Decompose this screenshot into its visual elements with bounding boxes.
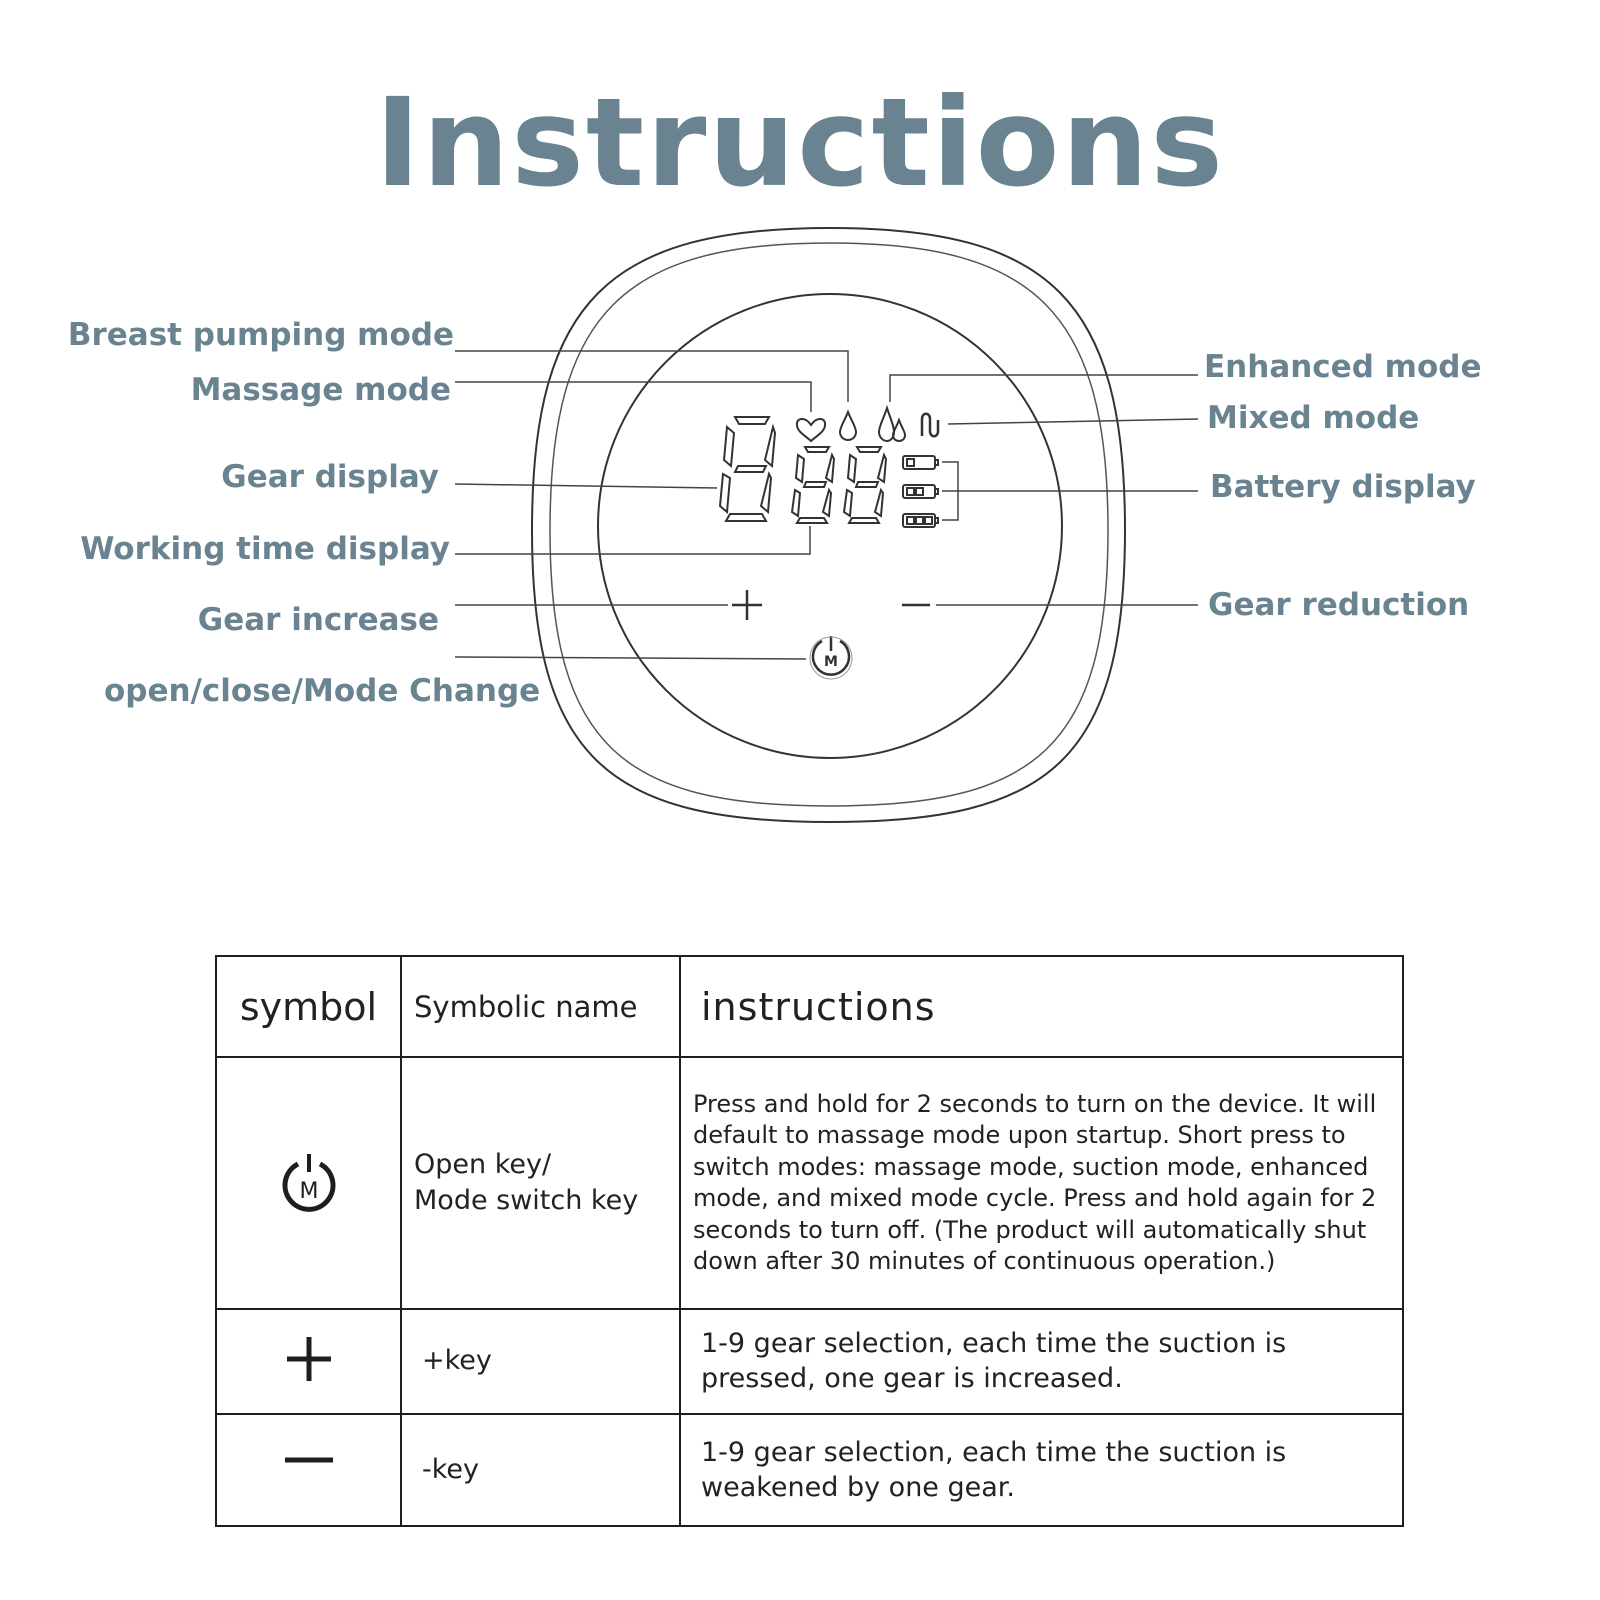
label-gear-reduction: Gear reduction — [1208, 587, 1470, 623]
label-enhanced-mode: Enhanced mode — [1204, 349, 1482, 385]
label-open-close-mode-change: open/close/Mode Change — [104, 673, 541, 709]
power-mode-icon — [274, 1146, 344, 1216]
symbol-cell — [216, 1414, 401, 1526]
device-outer-shell — [532, 228, 1125, 822]
power-mode-letter: M — [299, 1179, 318, 1205]
table-row — [216, 1414, 1403, 1526]
table-row — [216, 1057, 1403, 1309]
table-row — [216, 1309, 1403, 1413]
instructions-cell: 1-9 gear selection, each time the suction is pressed, one gear is increased. — [680, 1309, 1403, 1413]
leader-lines — [455, 351, 1198, 659]
device-face-circle — [598, 294, 1062, 758]
minus-icon — [279, 1448, 339, 1488]
gear-digit — [720, 417, 775, 521]
label-mixed-mode: Mixed mode — [1207, 400, 1420, 436]
instructions-cell: Press and hold for 2 seconds to turn on the device. It will default to massage mode upon startup. Short press to switch modes: massage mode, suction mode, enhanced mode, and mixed mode cycle. Press and hold again for 2 seconds to turn off. (The product will automatically shut down after 30 minutes of continuous operation.) — [680, 1057, 1403, 1309]
drop-icon — [840, 412, 856, 440]
heart-icon — [797, 419, 825, 441]
double-drop-icon — [879, 408, 905, 441]
label-breast-pumping-mode: Breast pumping mode — [67, 317, 454, 353]
plus-icon — [279, 1329, 339, 1389]
label-gear-increase: Gear increase — [197, 602, 439, 638]
wave-icon — [922, 414, 938, 437]
header-instructions: instructions — [680, 956, 1403, 1057]
header-symbol: symbol — [216, 956, 401, 1057]
label-massage-mode: Massage mode — [190, 372, 451, 408]
battery-icon — [903, 456, 938, 527]
symbol-cell — [216, 1057, 401, 1309]
device-inner-shell — [550, 243, 1108, 806]
symbolic-name-cell: Open key/ Mode switch key — [401, 1057, 680, 1309]
time-digit-2 — [844, 447, 886, 523]
device-power-letter: M — [824, 654, 838, 670]
time-digit-1 — [792, 447, 834, 523]
symbolic-name-cell: -key — [401, 1414, 680, 1526]
page-title: Instructions — [375, 72, 1225, 214]
label-gear-display: Gear display — [221, 459, 439, 495]
header-symbolic-name: Symbolic name — [401, 956, 680, 1057]
symbol-cell — [216, 1309, 401, 1413]
instruction-table — [215, 955, 1404, 1527]
symbolic-name-cell: +key — [401, 1309, 680, 1413]
instructions-cell: 1-9 gear selection, each time the suction is weakened by one gear. — [680, 1414, 1403, 1526]
device-plus-icon — [732, 590, 762, 620]
table-header-row — [216, 956, 1403, 1057]
instruction-table-wrap — [215, 955, 1402, 1527]
label-working-time-display: Working time display — [80, 531, 450, 567]
label-battery-display: Battery display — [1210, 469, 1476, 505]
